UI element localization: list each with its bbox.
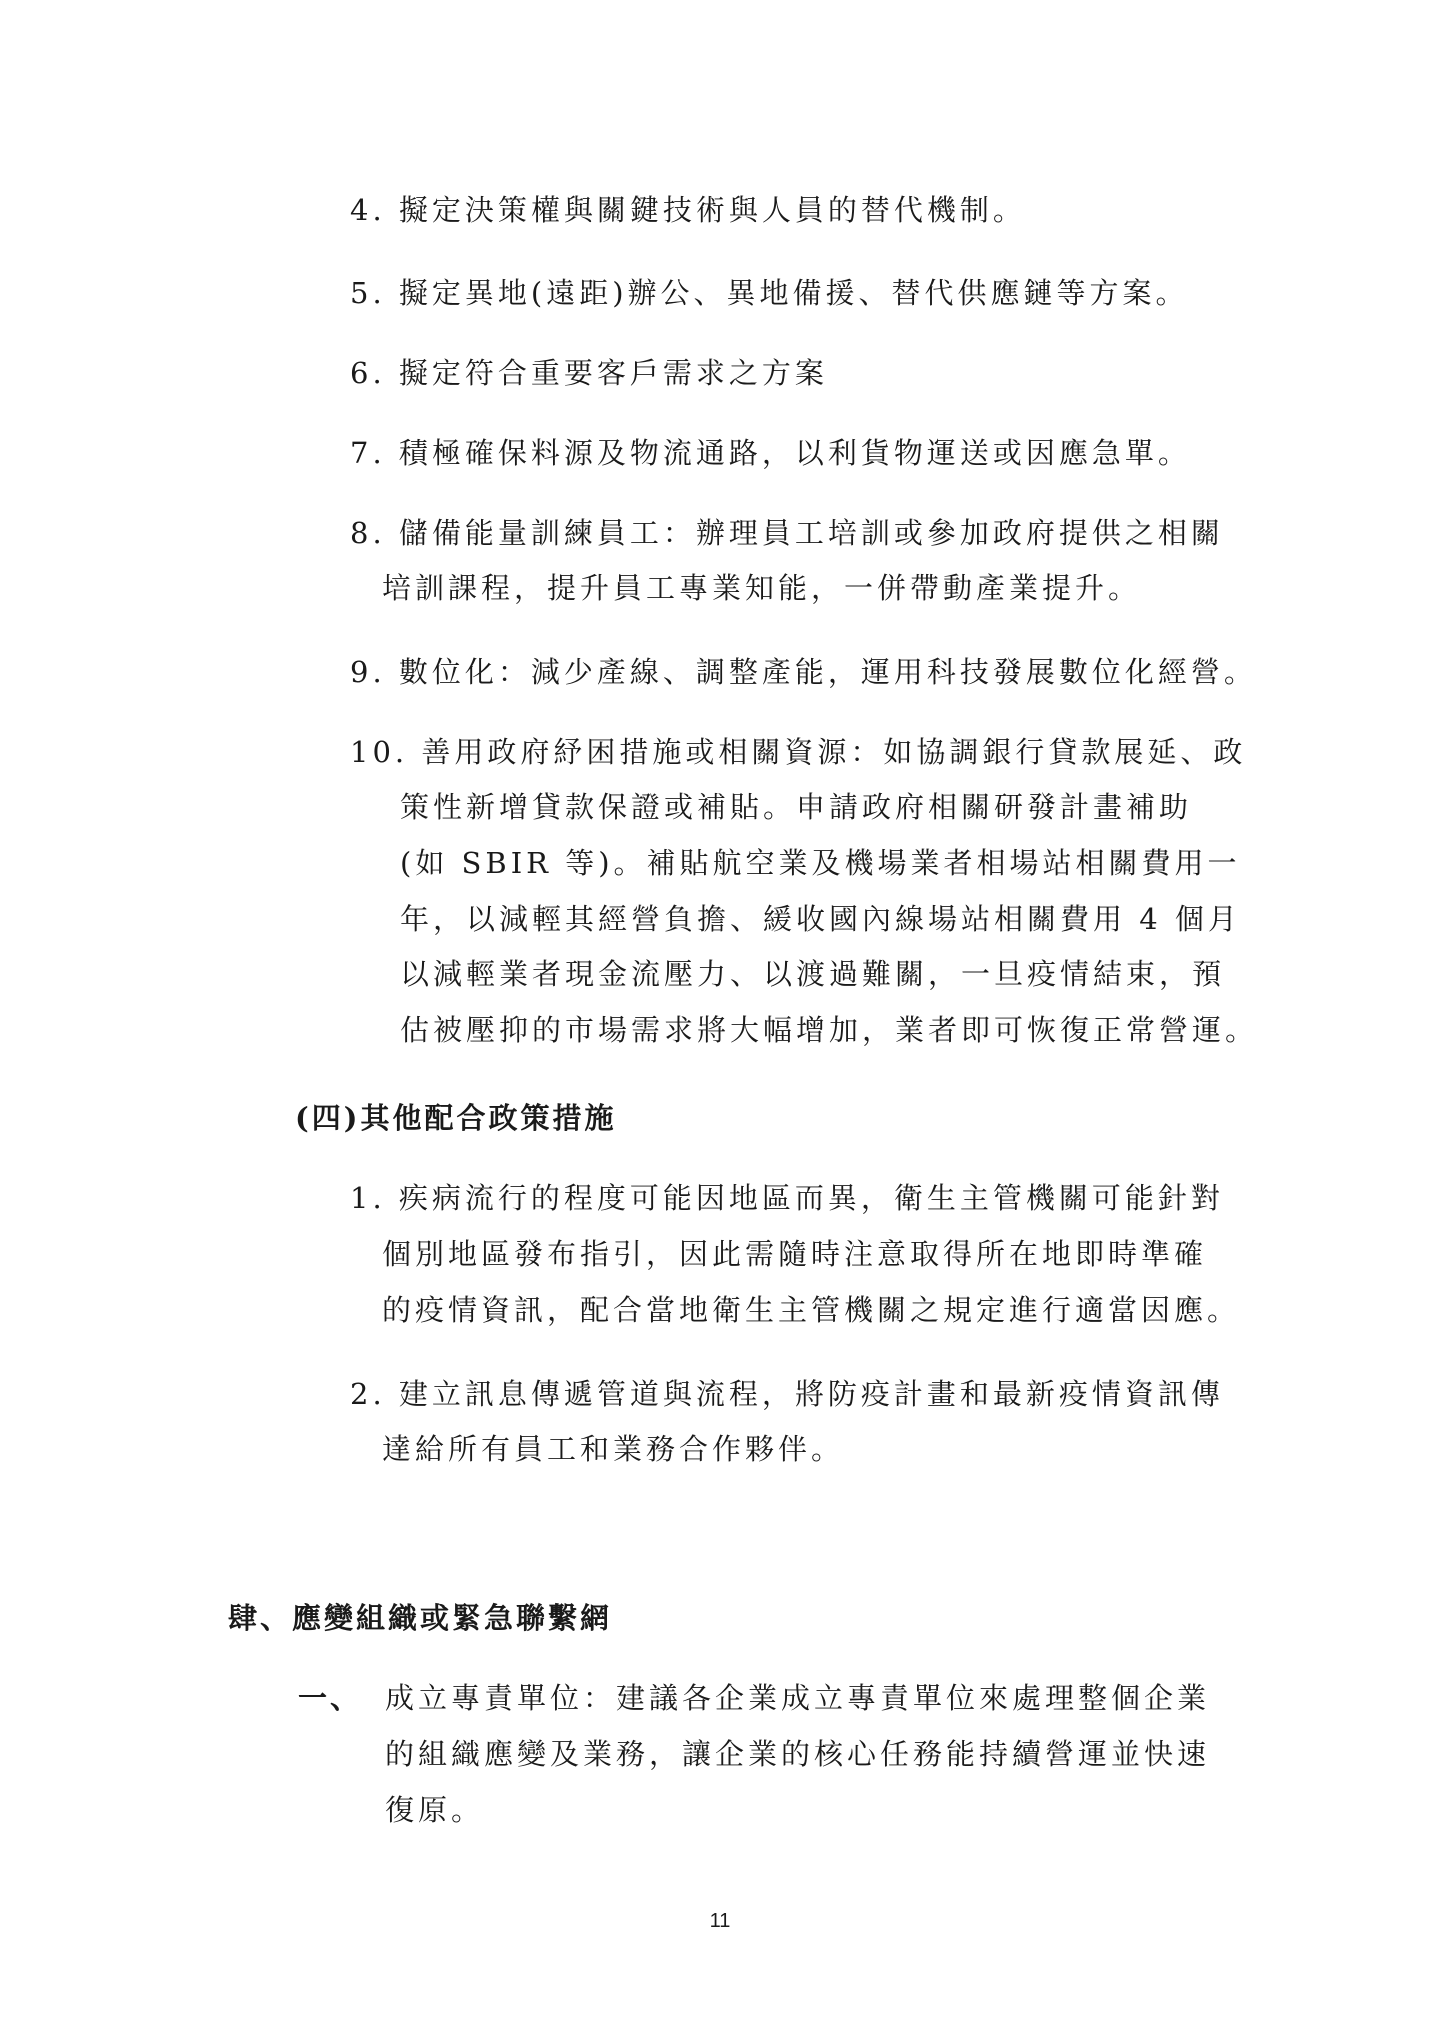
policy-item-1-line-2: 個別地區發布指引，因此需隨時注意取得所在地即時準確	[382, 1237, 1208, 1271]
policy-item-1-line-1: 1. 疾病流行的程度可能因地區而異，衛生主管機關可能針對	[350, 1181, 1224, 1215]
list-item-5-line-1: 5. 擬定異地(遠距)辦公、異地備援、替代供應鏈等方案。	[350, 276, 1189, 310]
policy-item-1-line-3: 的疫情資訊，配合當地衛生主管機關之規定進行適當因應。	[382, 1293, 1241, 1327]
page-number: 11	[709, 1910, 731, 1932]
policy-item-2-line-1: 2. 建立訊息傳遞管道與流程，將防疫計畫和最新疫情資訊傳	[350, 1377, 1224, 1411]
list-item-10-line-5: 以減輕業者現金流壓力、以渡過難關，一旦疫情結束，預	[400, 957, 1226, 991]
list-item-8-line-1: 8. 儲備能量訓練員工：辦理員工培訓或參加政府提供之相關	[350, 516, 1224, 550]
list-item-10-line-4: 年，以減輕其經營負擔、緩收國內線場站相關費用 4 個月	[400, 902, 1241, 936]
list-item-4-line-1: 4. 擬定決策權與關鍵技術與人員的替代機制。	[350, 193, 1026, 227]
policy-item-2-line-2: 達給所有員工和業務合作夥伴。	[382, 1432, 845, 1466]
list-item-7-line-1: 7. 積極確保料源及物流通路，以利貨物運送或因應急單。	[350, 436, 1191, 470]
chapter-item-line-2: 的組織應變及業務，讓企業的核心任務能持續營運並快速	[385, 1737, 1211, 1771]
list-item-10-line-3: (如 SBIR 等)。補貼航空業及機場業者相場站相關費用一	[400, 846, 1241, 880]
section-heading-4: (四)其他配合政策措施	[295, 1101, 617, 1135]
chapter-item-line-3: 復原。	[385, 1793, 485, 1827]
list-item-10-line-2: 策性新增貸款保證或補貼。申請政府相關研發計畫補助	[400, 790, 1193, 824]
chapter-item-marker: 一、	[298, 1681, 363, 1715]
list-item-8-line-2: 培訓課程，提升員工專業知能，一併帶動產業提升。	[382, 571, 1142, 605]
list-item-9-line-1: 9. 數位化：減少產線、調整產能，運用科技發展數位化經營。	[350, 655, 1257, 689]
list-item-6-line-1: 6. 擬定符合重要客戶需求之方案	[350, 356, 828, 390]
list-item-10-line-6: 估被壓抑的市場需求將大幅增加，業者即可恢復正常營運。	[400, 1013, 1259, 1047]
chapter-heading: 肆、應變組織或緊急聯繫網	[228, 1601, 613, 1635]
list-item-10-line-1: 10. 善用政府紓困措施或相關資源：如協調銀行貸款展延、政	[350, 735, 1247, 769]
chapter-item-line-1: 成立專責單位：建議各企業成立專責單位來處理整個企業	[385, 1681, 1211, 1715]
